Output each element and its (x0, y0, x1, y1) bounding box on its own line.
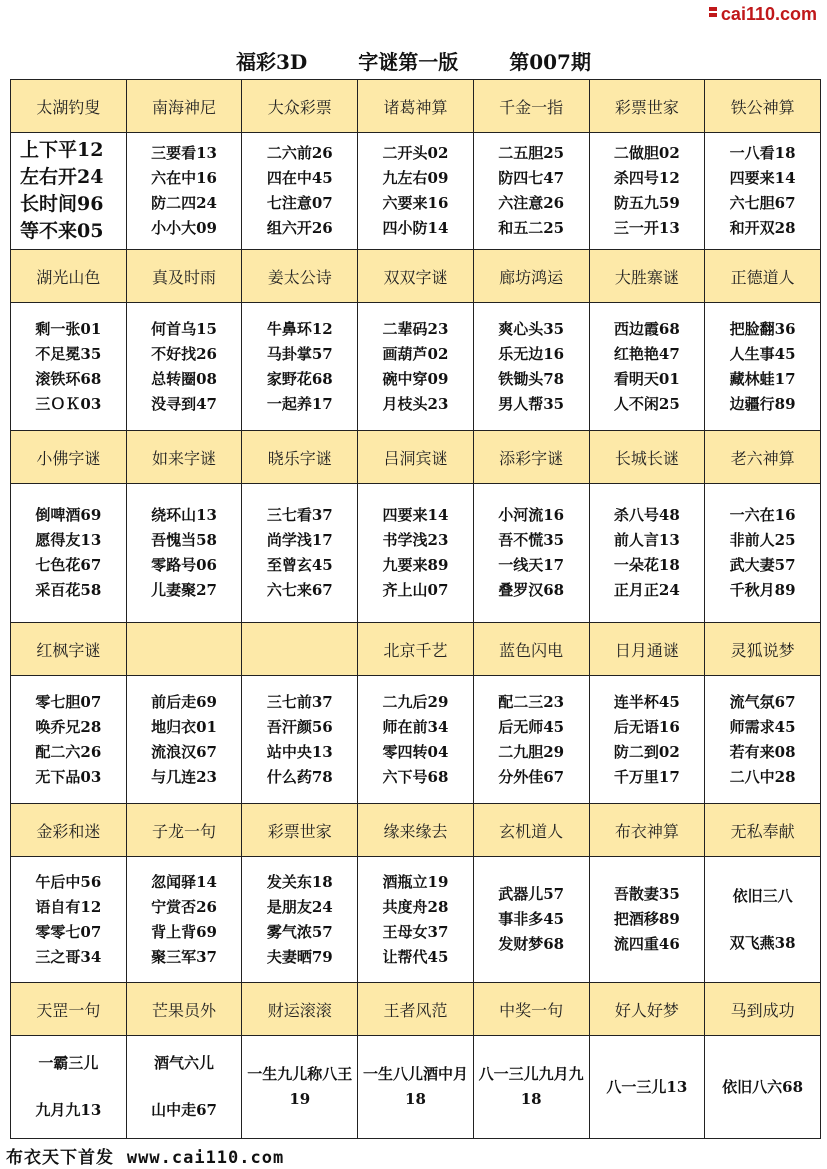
source-name-cell: 灵狐说梦 (705, 623, 821, 676)
riddle-line: 月枝头23 (382, 394, 449, 413)
riddle-line: 前人言13 (613, 531, 680, 550)
riddle-row (11, 676, 821, 804)
riddle-row (11, 1036, 821, 1139)
riddle-cell (242, 484, 358, 623)
riddle-line: 二五胆25 (498, 144, 565, 163)
riddle-line: 是朋友24 (266, 897, 333, 916)
source-name-cell: 好人好梦 (589, 983, 705, 1036)
riddle-line: 二九后29 (382, 692, 449, 711)
riddle-cell (589, 1036, 705, 1139)
riddle-line: 一八看18 (729, 144, 796, 163)
source-name-cell: 红枫字谜 (11, 623, 127, 676)
source-name-cell: 添彩字谜 (473, 430, 589, 483)
footer (6, 1143, 284, 1168)
title-edition: 字谜第一版 (358, 50, 459, 74)
riddle-line: 四小防14 (382, 219, 449, 238)
source-name-cell: 诸葛神算 (358, 80, 474, 133)
source-name-cell: 无私奉献 (705, 804, 821, 857)
riddle-line: 共度舟28 (382, 897, 449, 916)
riddle-line: 聚三军37 (151, 947, 217, 966)
riddle-cell (705, 1036, 821, 1139)
riddle-cell (242, 676, 358, 804)
riddle-line: 和开双28 (729, 219, 796, 238)
logo-stripes-icon (709, 7, 717, 23)
riddle-line: 二做胆02 (613, 144, 680, 163)
riddle-cell (589, 303, 705, 431)
source-name-cell: 天罡一句 (11, 983, 127, 1036)
riddle-cell (473, 857, 589, 983)
riddle-cell (705, 857, 821, 983)
riddle-row (11, 133, 821, 250)
riddle-cell (705, 133, 821, 250)
riddle-line: 不好找26 (151, 344, 217, 363)
riddle-line: 人生事45 (729, 344, 796, 363)
riddle-line: 六下号68 (382, 767, 449, 786)
source-name-cell: 老六神算 (705, 430, 821, 483)
source-name-cell: 中奖一句 (473, 983, 589, 1036)
source-name-cell: 金彩和迷 (11, 804, 127, 857)
riddle-line: 雾气浓57 (266, 922, 333, 941)
source-name-cell: 蓝色闪电 (473, 623, 589, 676)
riddle-line: 边疆行89 (729, 394, 796, 413)
riddle-line: 九左右09 (382, 169, 449, 188)
riddle-line: 分外佳67 (498, 767, 565, 786)
riddle-line: 齐上山07 (382, 581, 449, 600)
riddle-line: 画葫芦02 (382, 344, 449, 363)
riddle-line: 山中走67 (151, 1101, 217, 1120)
riddle-line: 什么药78 (266, 767, 333, 786)
riddle-line: 书学浅23 (382, 531, 449, 550)
riddle-line: 配二六26 (35, 742, 102, 761)
riddle-line: 前后走69 (151, 692, 217, 711)
riddle-line: 一生八儿酒中月18 (362, 1065, 468, 1109)
riddle-line: 四在中45 (266, 169, 333, 188)
riddle-line: 零七胆07 (35, 692, 102, 711)
riddle-line: 倒啤酒69 (35, 506, 102, 525)
riddle-line: 一六在16 (729, 506, 796, 525)
riddle-row (11, 857, 821, 983)
riddle-line: 组六开26 (266, 219, 333, 238)
riddle-line: 六在中16 (151, 169, 217, 188)
riddle-cell (358, 484, 474, 623)
riddle-cell (473, 484, 589, 623)
riddle-line: 防二四24 (151, 194, 217, 213)
riddle-line: 无下品03 (35, 767, 102, 786)
riddle-line: 站中央13 (266, 742, 333, 761)
riddle-line: 流浪汉67 (151, 742, 217, 761)
riddle-cell (11, 484, 127, 623)
source-name-cell: 马到成功 (705, 983, 821, 1036)
riddle-line: 马卦掌57 (266, 344, 333, 363)
riddle-line: 防二到02 (613, 742, 680, 761)
riddle-line: 三ＯＫ03 (35, 394, 102, 413)
source-name-cell: 真及时雨 (126, 249, 242, 302)
source-name-cell: 小佛字谜 (11, 430, 127, 483)
riddle-line: 杀四号12 (613, 169, 680, 188)
riddle-line: 双飞燕38 (729, 933, 796, 952)
riddle-line: 总转圈08 (151, 369, 217, 388)
riddle-line: 武器儿57 (498, 885, 565, 904)
riddle-line: 七色花67 (35, 556, 102, 575)
page-title (0, 46, 827, 75)
source-name-cell: 日月通谜 (589, 623, 705, 676)
source-name-cell: 吕洞宾谜 (358, 430, 474, 483)
riddle-line: 九月九13 (35, 1101, 102, 1120)
source-name-cell: 子龙一句 (126, 804, 242, 857)
source-name-cell: 铁公神算 (705, 80, 821, 133)
riddle-cell (358, 1036, 474, 1139)
riddle-line: 王母女37 (382, 922, 449, 941)
riddle-line: 零路号06 (151, 556, 217, 575)
riddle-cell (705, 303, 821, 431)
riddle-line: 流四重46 (613, 935, 680, 954)
riddle-line: 发关东18 (266, 872, 333, 891)
riddle-cell (473, 303, 589, 431)
riddle-cell (705, 676, 821, 804)
riddle-cell (705, 484, 821, 623)
header-row (11, 430, 821, 483)
riddle-line: 八一三儿13 (606, 1077, 688, 1096)
riddle-line: 爽心头35 (498, 319, 565, 338)
riddle-line: 三之哥34 (35, 947, 102, 966)
header-row (11, 249, 821, 302)
riddle-line: 语自有12 (35, 897, 102, 916)
source-name-cell: 南海神尼 (126, 80, 242, 133)
source-name-cell: 双双字谜 (358, 249, 474, 302)
riddle-line: 三要看13 (151, 144, 217, 163)
riddle-line: 二九胆29 (498, 742, 565, 761)
riddle-cell (242, 133, 358, 250)
source-name-cell: 王者风范 (358, 983, 474, 1036)
riddle-line: 至曾玄45 (266, 556, 333, 575)
riddle-line: 唤乔兄28 (35, 717, 102, 736)
riddle-cell (589, 484, 705, 623)
riddle-line: 配二三23 (498, 692, 565, 711)
source-name-cell: 如来字谜 (126, 430, 242, 483)
riddle-line: 酒瓶立19 (382, 872, 449, 891)
riddle-cell (126, 857, 242, 983)
riddle-line: 牛鼻环12 (266, 319, 333, 338)
riddle-line: 吾汗颜56 (266, 717, 333, 736)
title-lottery: 福彩3D (236, 50, 308, 74)
riddle-line: 六注意26 (498, 194, 565, 213)
header-row (11, 804, 821, 857)
riddle-row (11, 303, 821, 431)
source-name-cell: 晓乐字谜 (242, 430, 358, 483)
source-name-cell: 财运滚滚 (242, 983, 358, 1036)
riddle-line: 把酒移89 (613, 910, 680, 929)
riddle-line: 武大妻57 (729, 556, 796, 575)
riddle-line: 地归衣01 (151, 717, 217, 736)
source-name-cell: 玄机道人 (473, 804, 589, 857)
riddle-line: 何首乌15 (151, 319, 217, 338)
footer-url[interactable]: www.cai110.com (126, 1148, 285, 1168)
riddle-line: 千秋月89 (729, 581, 796, 600)
riddle-line: 不足冕35 (35, 344, 102, 363)
riddle-line: 二辈码23 (382, 319, 449, 338)
riddle-line: 西边霞68 (613, 319, 680, 338)
riddle-line: 后无语16 (613, 717, 680, 736)
riddle-line: 看明天01 (613, 369, 680, 388)
riddle-line: 发财梦68 (498, 935, 565, 954)
riddle-line: 吾愧当58 (151, 531, 217, 550)
riddle-line: 正月正24 (613, 581, 680, 600)
riddle-cell (589, 676, 705, 804)
riddle-line: 儿妻聚27 (151, 581, 217, 600)
riddle-line: 忽闻驿14 (151, 872, 217, 891)
riddle-line: 九要来89 (382, 556, 449, 575)
riddle-cell (358, 303, 474, 431)
riddle-line: 零四转04 (382, 742, 449, 761)
riddle-cell (126, 676, 242, 804)
riddle-cell (11, 1036, 127, 1139)
riddle-line: 夫妻晒79 (266, 947, 333, 966)
riddle-line: 二六前26 (266, 144, 333, 163)
source-name-cell: 彩票世家 (589, 80, 705, 133)
riddle-line: 午后中56 (35, 872, 102, 891)
riddle-line: 左右开24 (20, 166, 104, 189)
riddle-line: 吾散妻35 (613, 885, 680, 904)
riddle-cell (242, 857, 358, 983)
riddle-line: 滚铁环68 (35, 369, 102, 388)
riddle-line: 愿得友13 (35, 531, 102, 550)
riddle-cell (589, 857, 705, 983)
header-row (11, 983, 821, 1036)
riddle-cell (242, 303, 358, 431)
riddle-line: 六要来16 (382, 194, 449, 213)
riddle-line: 宁赏否26 (151, 897, 217, 916)
riddle-line: 绕环山13 (151, 506, 217, 525)
spacer (130, 1076, 239, 1098)
riddle-line: 一朵花18 (613, 556, 680, 575)
site-logo[interactable] (709, 4, 817, 25)
riddle-line: 叠罗汉68 (498, 581, 565, 600)
riddle-line: 师在前34 (382, 717, 449, 736)
riddle-line: 一线天17 (498, 556, 565, 575)
riddle-line: 四要来14 (382, 506, 449, 525)
riddle-line: 采百花58 (35, 581, 102, 600)
riddle-cell (126, 303, 242, 431)
source-name-cell: 长城长谜 (589, 430, 705, 483)
riddle-cell (11, 857, 127, 983)
riddle-cell (473, 1036, 589, 1139)
riddle-cell (126, 1036, 242, 1139)
riddle-line: 家野花68 (266, 369, 333, 388)
riddle-cell (11, 303, 127, 431)
riddle-line: 红艳艳47 (613, 344, 680, 363)
riddle-cell (11, 133, 127, 250)
riddle-cell (358, 676, 474, 804)
riddle-cell (358, 133, 474, 250)
riddle-line: 小河流16 (498, 506, 565, 525)
source-name-cell (242, 623, 358, 676)
source-name-cell: 大胜寨谜 (589, 249, 705, 302)
riddle-cell (358, 857, 474, 983)
source-name-cell: 姜太公诗 (242, 249, 358, 302)
riddle-line: 背上背69 (151, 922, 217, 941)
riddle-line: 铁锄头78 (498, 369, 565, 388)
logo-text: cai110.com (720, 4, 817, 24)
riddle-line: 流气氛67 (729, 692, 796, 711)
riddle-line: 非前人25 (729, 531, 796, 550)
riddle-line: 七注意07 (266, 194, 333, 213)
riddle-row (11, 484, 821, 623)
riddle-line: 男人帮35 (498, 394, 565, 413)
riddle-line: 与几连23 (151, 767, 217, 786)
riddle-line: 八一三儿九月九18 (478, 1065, 584, 1109)
source-name-cell: 千金一指 (473, 80, 589, 133)
riddle-cell (126, 484, 242, 623)
riddle-line: 藏林蛙17 (729, 369, 796, 388)
riddle-line: 三七前37 (266, 692, 333, 711)
source-name-cell (126, 623, 242, 676)
riddle-line: 师需求45 (729, 717, 796, 736)
riddle-grid-body (11, 80, 821, 1139)
riddle-line: 若有来08 (729, 742, 796, 761)
riddle-line: 千万里17 (613, 767, 680, 786)
riddle-line: 四要来14 (729, 169, 796, 188)
riddle-line: 三七看37 (266, 506, 333, 525)
spacer (708, 909, 817, 931)
riddle-line: 一起养17 (266, 394, 333, 413)
riddle-line: 防四七47 (498, 169, 565, 188)
spacer (14, 1076, 123, 1098)
source-name-cell: 北京千艺 (358, 623, 474, 676)
riddle-line: 人不闲25 (613, 394, 680, 413)
riddle-line: 依旧三八 (732, 886, 793, 905)
riddle-cell (126, 133, 242, 250)
riddle-line: 一霸三儿 (38, 1054, 99, 1073)
header-row (11, 623, 821, 676)
source-name-cell: 大众彩票 (242, 80, 358, 133)
riddle-line: 防五九59 (613, 194, 680, 213)
riddle-line: 杀八号48 (613, 506, 680, 525)
riddle-line: 上下平12 (20, 139, 104, 162)
source-name-cell: 湖光山色 (11, 249, 127, 302)
riddle-line: 事非多45 (498, 910, 565, 929)
riddle-cell (242, 1036, 358, 1139)
riddle-line: 尚学浅17 (266, 531, 333, 550)
title-issue: 第007期 (509, 50, 591, 74)
riddle-line: 连半杯45 (613, 692, 680, 711)
riddle-line: 酒气六儿 (154, 1054, 215, 1073)
source-name-cell: 缘来缘去 (358, 804, 474, 857)
riddle-line: 六七来67 (266, 581, 333, 600)
riddle-line: 一生九儿称八王19 (247, 1065, 353, 1109)
source-name-cell: 太湖钓叟 (11, 80, 127, 133)
source-name-cell: 芒果员外 (126, 983, 242, 1036)
riddle-line: 没寻到47 (151, 394, 217, 413)
source-name-cell: 廊坊鸿运 (473, 249, 589, 302)
riddle-line: 二八中28 (729, 767, 796, 786)
riddle-line: 依旧八六68 (722, 1077, 804, 1096)
riddle-line: 乐无边16 (498, 344, 565, 363)
riddle-cell (473, 676, 589, 804)
riddle-cell (11, 676, 127, 804)
riddle-line: 零零七07 (35, 922, 102, 941)
header-row (11, 80, 821, 133)
riddle-line: 吾不慌35 (498, 531, 565, 550)
riddle-line: 碗中穿09 (382, 369, 449, 388)
riddle-line: 和五二25 (498, 219, 565, 238)
riddle-cell (473, 133, 589, 250)
riddle-grid (10, 79, 821, 1139)
riddle-line: 三一开13 (613, 219, 680, 238)
riddle-line: 等不来05 (20, 220, 104, 243)
riddle-cell (589, 133, 705, 250)
riddle-line: 六七胆67 (729, 194, 796, 213)
riddle-line: 把脸翻36 (729, 319, 796, 338)
source-name-cell: 布衣神算 (589, 804, 705, 857)
riddle-line: 长时间96 (20, 193, 104, 216)
riddle-line: 后无师45 (498, 717, 565, 736)
footer-text: 布衣天下首发 (6, 1148, 114, 1168)
riddle-line: 让帮代45 (382, 947, 449, 966)
source-name-cell: 彩票世家 (242, 804, 358, 857)
riddle-line: 剩一张01 (35, 319, 102, 338)
riddle-line: 二开头02 (382, 144, 449, 163)
riddle-line: 小小大09 (151, 219, 217, 238)
source-name-cell: 正德道人 (705, 249, 821, 302)
